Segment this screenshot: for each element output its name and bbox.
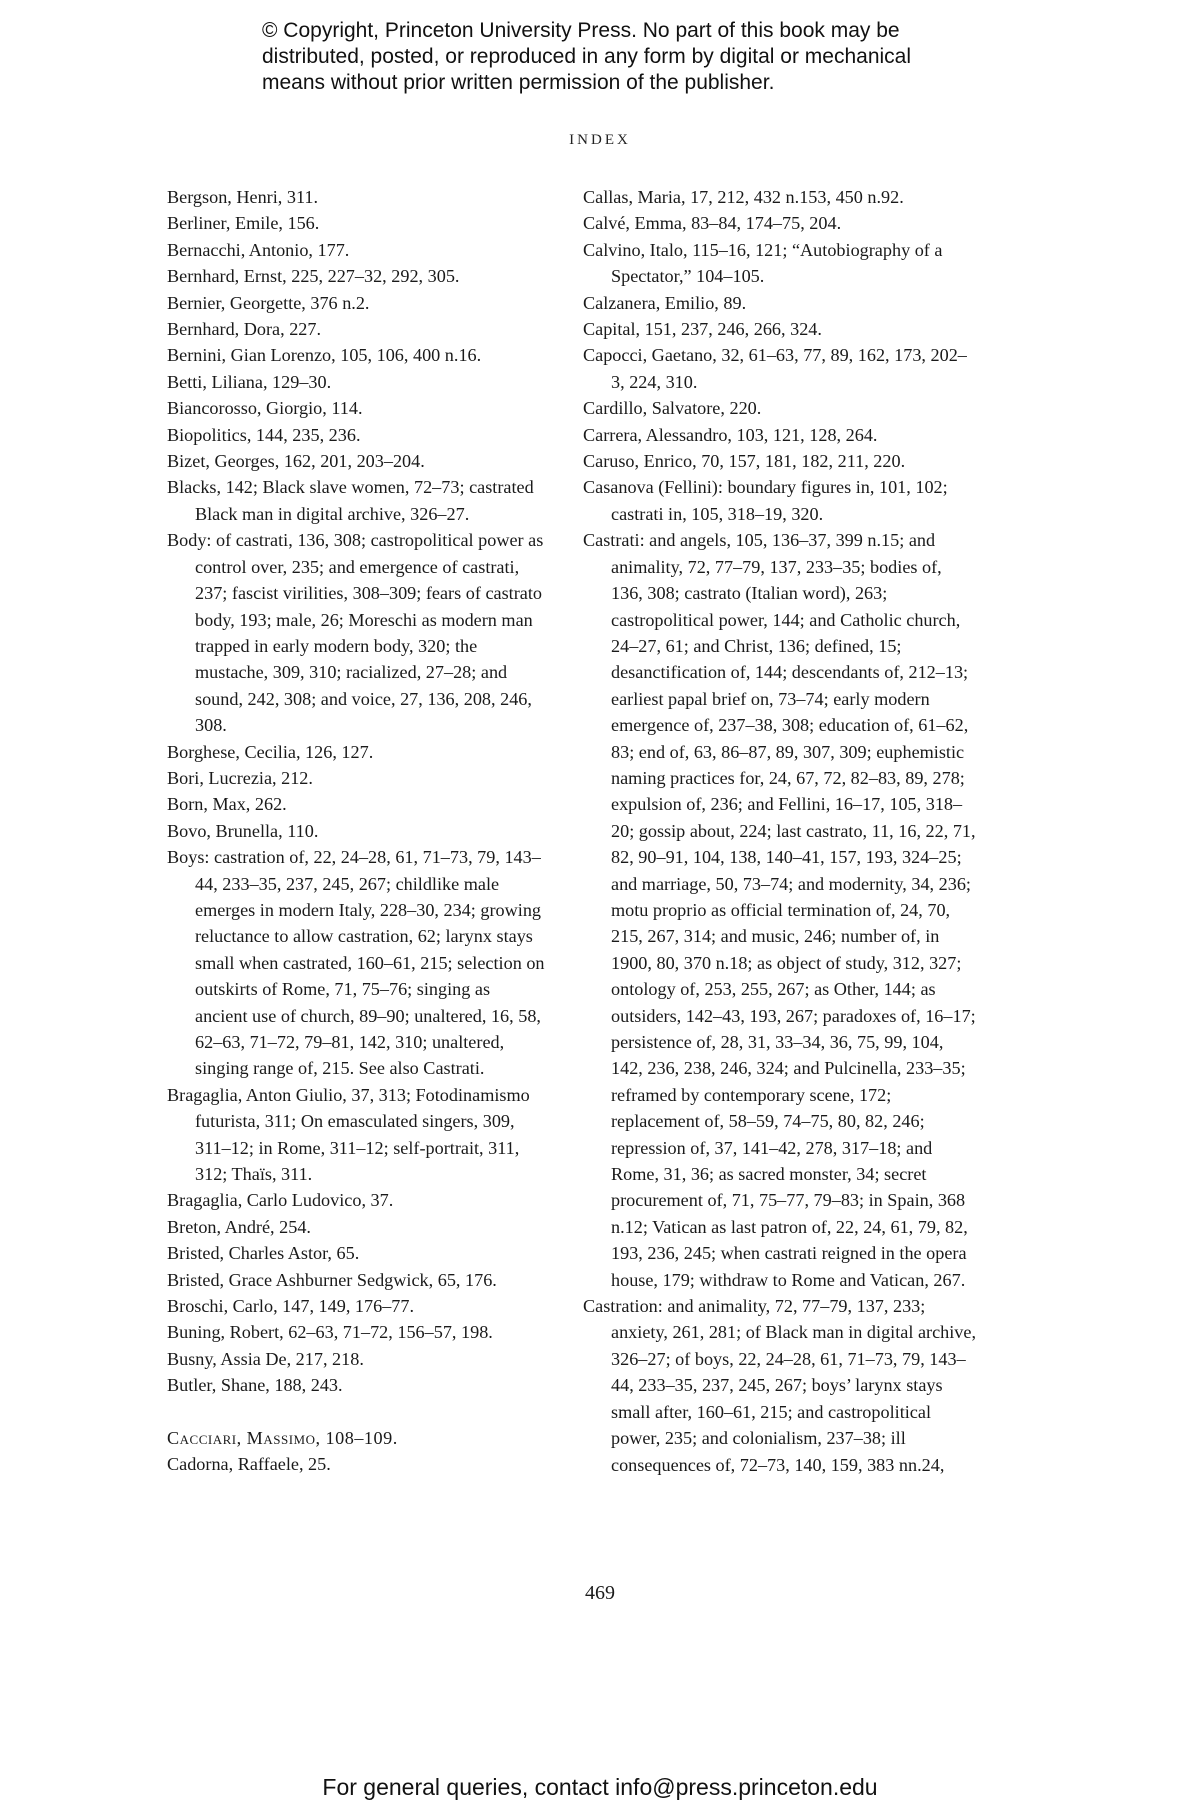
index-entry: Caruso, Enrico, 70, 157, 181, 182, 211, 220.	[583, 451, 906, 472]
index-entry: Carrera, Alessandro, 103, 121, 128, 264.	[583, 424, 878, 445]
index-entry: Buning, Robert, 62–63, 71–72, 156–57, 198.	[167, 1322, 493, 1343]
index-entry: Callas, Maria, 17, 212, 432 n.153, 450 n.92.	[583, 187, 904, 207]
index-entry: Bergson, Henri, 311.	[167, 187, 319, 207]
index-entry: Bernhard, Dora, 227.	[167, 319, 322, 340]
index-entry: Calvé, Emma, 83–84, 174–75, 204.	[583, 213, 842, 234]
index-entry: Castration: and animality, 72, 77–79, 137, 233; anxiety, 261, 281; of Black man in digital archive, 326–27; of boys, 22, 24–28, 61, 71–73, 79, 143–44, 233–35, 237, 245, 267; boys’ larynx stays small after, 160–61, 215; and castropolitical power, 235; and colonialism, 237–38; ill consequences of, 72–73, 140, 159, 383 nn.24,	[583, 1296, 977, 1475]
index-entry: Body: of castrati, 136, 308; castropolitical power as control over, 235; and emergence of castrati, 237; fascist virilities, 308–309; fears of castrato body, 193; male, 26; Moreschi as modern man trapped in early modern body, 320; the mustache, 309, 310; racialized, 27–28; and sound, 242, 308; and voice, 27, 136, 208, 246, 308.	[167, 530, 544, 736]
index-entry: Borghese, Cecilia, 126, 127.	[167, 741, 374, 762]
index-entry: Castrati: and angels, 105, 136–37, 399 n.15; and animality, 72, 77–79, 137, 233–35; bodies of, 136, 308; castrato (Italian word), 263; castropolitical power, 144; and Catholic church, 24–27, 61; and Christ, 136; defined, 15; desanctification of, 144; descendants of, 212–13; earliest papal brief on, 73–74; early modern emergence of, 237–38, 308; education of, 61–62, 83; end of, 63, 86–87, 89, 307, 309; euphemistic naming practices for, 24, 67, 72, 82–83, 89, 278; expulsion of, 236; and Fellini, 16–17, 105, 318–20; gossip about, 224; last castrato, 11, 16, 22, 71, 82, 90–91, 104, 138, 140–41, 157, 193, 324–25; and marriage, 50, 73–74; and modernity, 34, 236; motu proprio as official termination of, 24, 70, 215, 267, 314; and music, 246; number of, in 1900, 80, 370 n.18; as object of study, 312, 327; ontology of, 253, 255, 267; as Other, 144; as outsiders, 142–43, 193, 267; paradoxes of, 16–17; persistence of, 28, 31, 33–34, 36, 75, 99, 104, 142, 236, 238, 246, 324; and Pulcinella, 233–35; reframed by contemporary scene, 172; replacement of, 58–59, 74–75, 80, 82, 246; repression of, 37, 141–42, 278, 317–18; and Rome, 31, 36; as sacred monster, 34; secret procurement of, 71, 75–77, 79–83; in Spain, 368 n.12; Vatican as last patron of, 22, 24, 61, 79, 82, 193, 236, 245; when castrati reigned in the opera house, 179; withdraw to Rome and Vatican, 267.	[583, 530, 976, 1290]
index-entry: Calzanera, Emilio, 89.	[583, 292, 747, 313]
index-entry: Busny, Assia De, 217, 218.	[167, 1348, 364, 1369]
page-number: 469	[585, 1582, 615, 1604]
index-entry: Bristed, Grace Ashburner Sedgwick, 65, 176.	[167, 1269, 497, 1290]
index-entry: Berliner, Emile, 156.	[167, 213, 320, 234]
index-entry: Biopolitics, 144, 235, 236.	[167, 424, 361, 445]
index-entry: Biancorosso, Giorgio, 114.	[167, 398, 363, 419]
index-entry: Born, Max, 262.	[167, 794, 287, 815]
index-column-right	[583, 184, 976, 1478]
index-entry: Bragaglia, Carlo Ludovico, 37.	[167, 1190, 394, 1211]
index-entry: Betti, Liliana, 129–30.	[167, 371, 332, 392]
index-entry: Broschi, Carlo, 147, 149, 176–77.	[167, 1296, 415, 1317]
index-entry: Bragaglia, Anton Giulio, 37, 313; Fotodinamismo futurista, 311; On emasculated singers, 309, 311–12; in Rome, 311–12; self-portrait, 311, 312; Thaïs, 311.	[167, 1084, 530, 1185]
index-entry: Calvino, Italo, 115–16, 121; “Autobiography of a Spectator,” 104–105.	[583, 239, 943, 287]
index-entry: Cardillo, Salvatore, 220.	[583, 398, 762, 419]
index-entry: Capocci, Gaetano, 32, 61–63, 77, 89, 162, 173, 202–3, 224, 310.	[583, 345, 967, 392]
index-entry: Bernier, Georgette, 376 n.2.	[167, 292, 370, 313]
index-entry: Cadorna, Raffaele, 25.	[167, 1454, 331, 1475]
running-head: INDEX	[569, 132, 631, 148]
index-entry: Bernini, Gian Lorenzo, 105, 106, 400 n.16.	[167, 345, 482, 366]
index-entry: Bori, Lucrezia, 212.	[167, 767, 313, 788]
copyright-notice	[262, 18, 1022, 96]
copyright-line: means without prior written permission of the publisher.	[262, 71, 775, 94]
copyright-line: distributed, posted, or reproduced in any form by digital or mechanical	[262, 45, 912, 68]
index-column-left	[167, 184, 547, 1478]
index-entry: Bernhard, Ernst, 225, 227–32, 292, 305.	[167, 266, 460, 287]
index-entry: Breton, André, 254.	[167, 1216, 311, 1237]
index-entry: Bizet, Georges, 162, 201, 203–204.	[167, 451, 425, 472]
index-entry: Bovo, Brunella, 110.	[167, 820, 319, 841]
index-entry: Boys: castration of, 22, 24–28, 61, 71–73, 79, 143–44, 233–35, 237, 245, 267; childlike male emerges in modern Italy, 228–30, 234; growing reluctance to allow castration, 62; larynx stays small when castrated, 160–61, 215; selection on outskirts of Rome, 71, 75–76; singing as ancient use of church, 89–90; unaltered, 16, 58, 62–63, 71–72, 79–81, 142, 310; unaltered, singing range of, 215. See also Castrati.	[167, 847, 545, 1079]
index-entry: Casanova (Fellini): boundary figures in, 101, 102; castrati in, 105, 318–19, 320.	[583, 477, 948, 524]
index-entry: Cacciari, Massimo, 108–109.	[167, 1428, 398, 1449]
copyright-line: © Copyright, Princeton University Press. No part of this book may be	[262, 19, 900, 42]
index-entry: Blacks, 142; Black slave women, 72–73; castrated Black man in digital archive, 326–27.	[167, 477, 534, 524]
index-entry: Bristed, Charles Astor, 65.	[167, 1243, 360, 1264]
index-entry: Butler, Shane, 188, 243.	[167, 1375, 343, 1396]
index-entry: Capital, 151, 237, 246, 266, 324.	[583, 319, 822, 340]
index-entry: Bernacchi, Antonio, 177.	[167, 239, 350, 260]
letter-gap	[167, 1399, 547, 1425]
footer-contact: For general queries, contact info@press.princeton.edu	[322, 1774, 878, 1800]
